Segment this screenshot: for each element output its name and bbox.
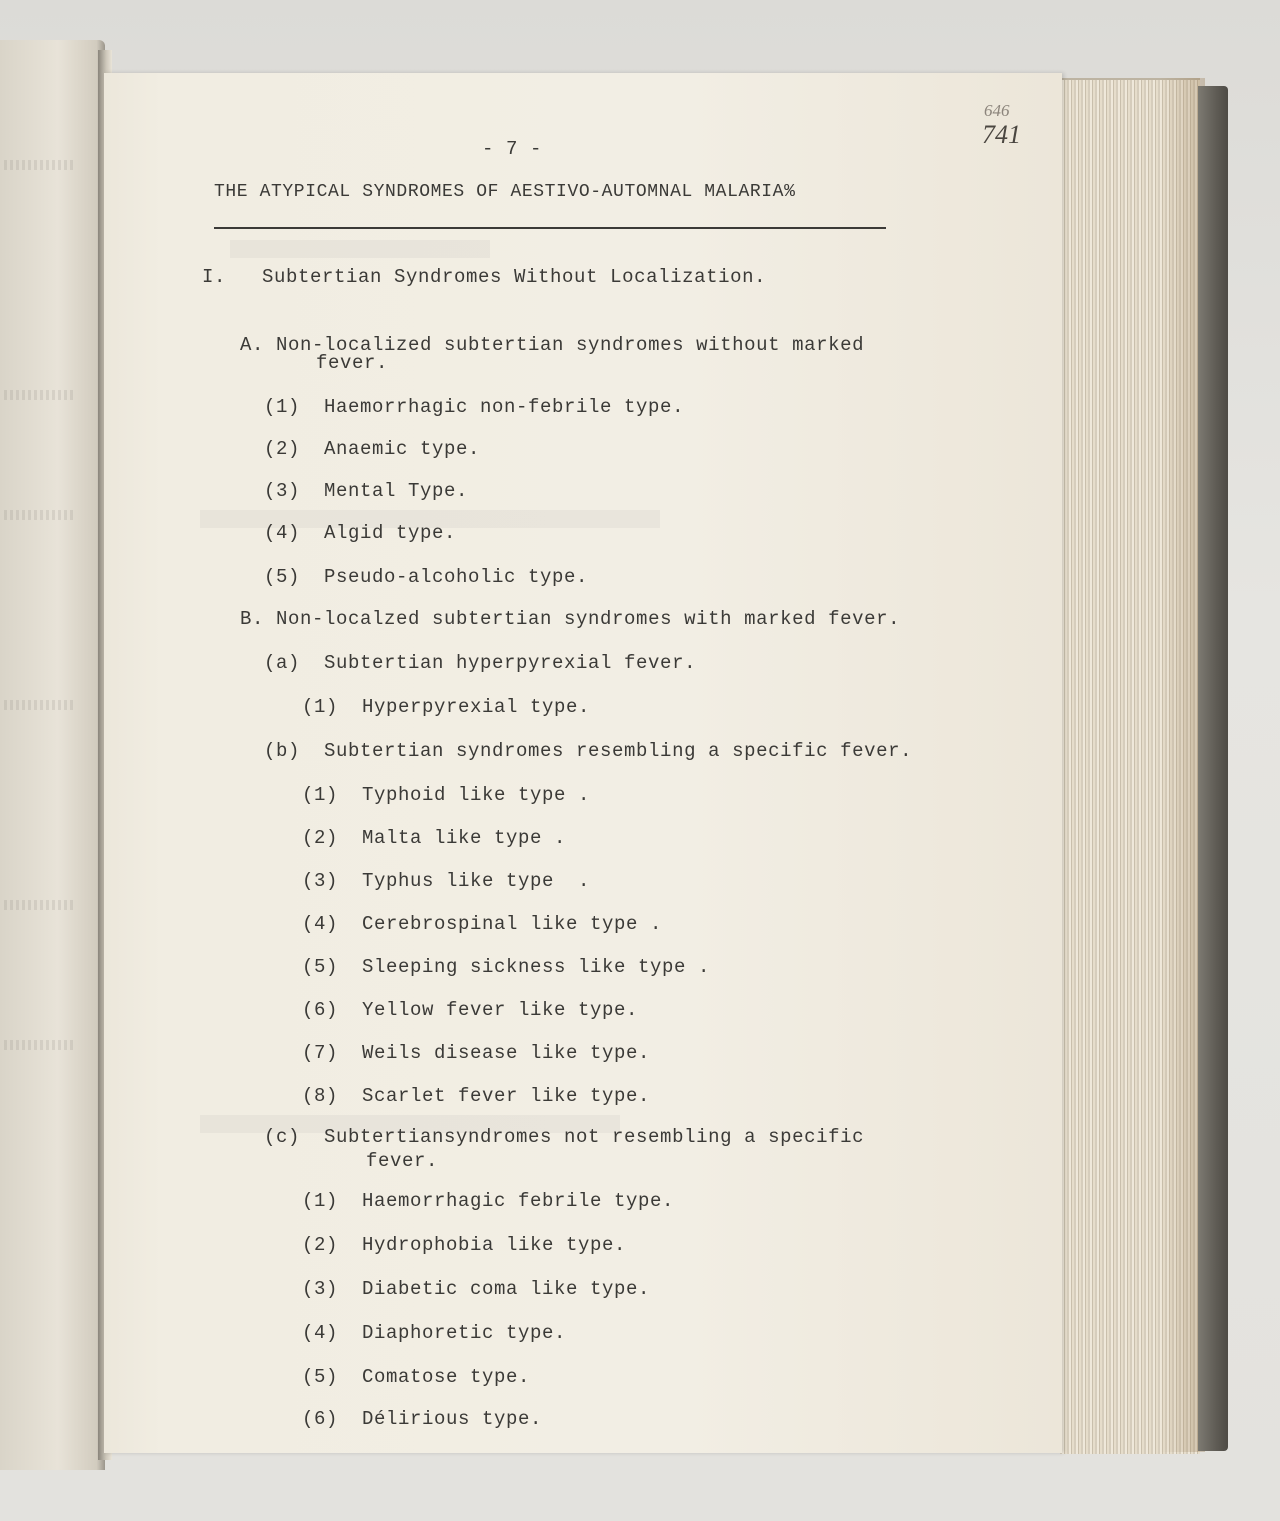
group-heading-cont: fever. bbox=[366, 1150, 439, 1172]
list-item: (1) Haemorrhagic febrile type. bbox=[302, 1190, 675, 1212]
list-item: (1) Haemorrhagic non-febrile type. bbox=[264, 396, 685, 418]
group-heading: (a) Subtertian hyperpyrexial fever. bbox=[264, 652, 697, 674]
section-heading: I. Subtertian Syndromes Without Localization. bbox=[202, 266, 767, 288]
list-item: (3) Diabetic coma like type. bbox=[302, 1278, 651, 1300]
left-page-bleed-text bbox=[4, 900, 74, 910]
subsection-heading: B. Non-localzed subtertian syndromes with marked fever. bbox=[240, 608, 901, 630]
list-item: (1) Typhoid like type . bbox=[302, 784, 591, 806]
list-item: (3) Mental Type. bbox=[264, 480, 469, 502]
list-item: (6) Délirious type. bbox=[302, 1408, 543, 1430]
subsection-heading-cont: fever. bbox=[316, 352, 389, 374]
group-heading: (b) Subtertian syndromes resembling a specific fever. bbox=[264, 740, 913, 762]
pencil-folio-number: 646 bbox=[984, 101, 1010, 120]
list-item: (7) Weils disease like type. bbox=[302, 1042, 651, 1064]
show-through-smudge bbox=[230, 240, 490, 258]
page-title: THE ATYPICAL SYNDROMES OF AESTIVO-AUTOMNAL MALARIA% bbox=[214, 182, 796, 202]
list-item: (1) Hyperpyrexial type. bbox=[302, 696, 591, 718]
left-page-bleed-text bbox=[4, 390, 74, 400]
list-item: (6) Yellow fever like type. bbox=[302, 999, 639, 1021]
left-page-edge bbox=[0, 40, 105, 1470]
list-item: (3) Typhus like type . bbox=[302, 870, 591, 892]
left-page-bleed-text bbox=[4, 1040, 74, 1050]
page-number: - 7 - bbox=[482, 138, 543, 160]
list-item: (2) Malta like type . bbox=[302, 827, 567, 849]
list-item: (5) Sleeping sickness like type . bbox=[302, 956, 711, 978]
book-cover-edge bbox=[1198, 86, 1228, 1451]
subsection-heading: A. Non-localized subtertian syndromes without marked bbox=[240, 334, 865, 356]
stamped-folio-number: 741 bbox=[982, 120, 1021, 149]
left-page-bleed-text bbox=[4, 510, 74, 520]
group-heading: (c) Subtertiansyndromes not resembling a specific bbox=[264, 1126, 865, 1148]
list-item: (5) Comatose type. bbox=[302, 1366, 531, 1388]
list-item: (5) Pseudo-alcoholic type. bbox=[264, 566, 589, 588]
list-item: (4) Cerebrospinal like type . bbox=[302, 913, 663, 935]
list-item: (2) Anaemic type. bbox=[264, 438, 481, 460]
list-item: (2) Hydrophobia like type. bbox=[302, 1234, 627, 1256]
list-item: (4) Diaphoretic type. bbox=[302, 1322, 567, 1344]
left-page-bleed-text bbox=[4, 160, 74, 170]
title-underline bbox=[214, 227, 886, 229]
list-item: (4) Algid type. bbox=[264, 522, 457, 544]
list-item: (8) Scarlet fever like type. bbox=[302, 1085, 651, 1107]
left-page-bleed-text bbox=[4, 700, 74, 710]
